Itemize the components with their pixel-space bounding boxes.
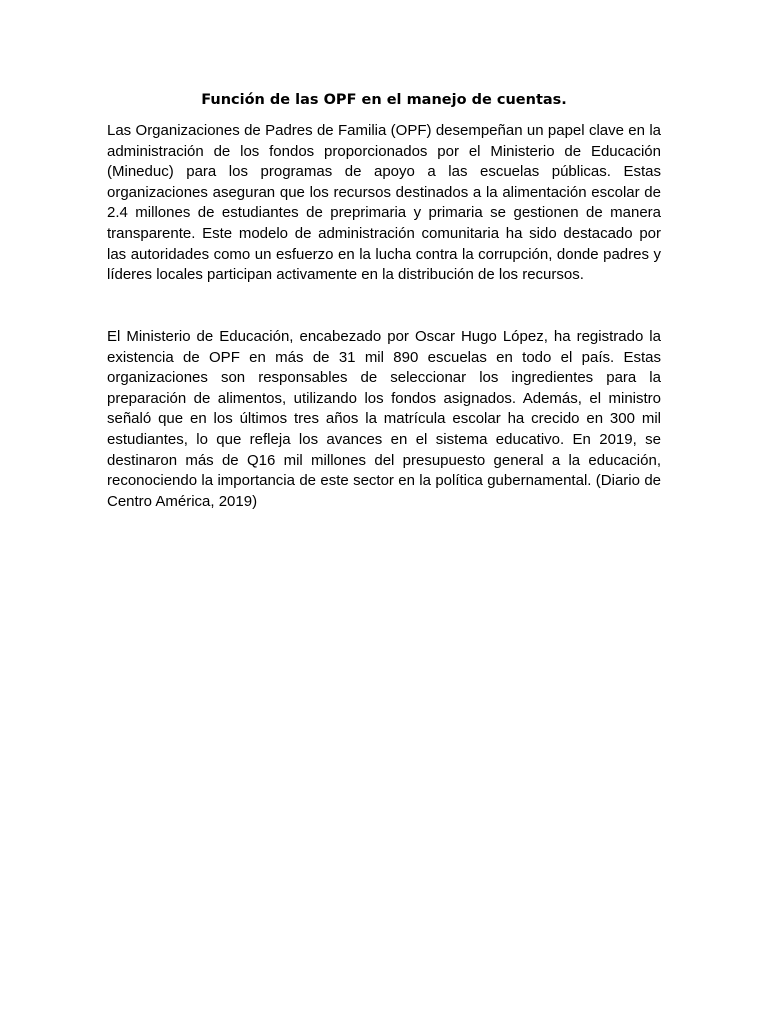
document-title: Función de las OPF en el manejo de cuentas. <box>201 92 567 108</box>
paragraph-2: El Ministerio de Educación, encabezado por Oscar Hugo López, ha registrado la existencia de OPF en más de 31 mil 890 escuelas en todo el país. Estas organizaciones son responsables de seleccionar los ingredientes para la preparación de alimentos, utilizando los fondos asignados. Además, el ministro señaló que en los últimos tres años la matrícula escolar ha crecido en 300 mil estudiantes, lo que refleja los avances en el sistema educativo. En 2019, se destinaron más de Q16 mil millones del presupuesto general a la educación, reconociendo la importancia de este sector en la política gubernamental. (Diario de Centro América, 2019) <box>107 328 661 510</box>
paragraph-1: Las Organizaciones de Padres de Familia (OPF) desempeñan un papel clave en la administración de los fondos proporcionados por el Ministerio de Educación (Mineduc) para los programas de apoyo a las escuelas públicas. Estas organizaciones aseguran que los recursos destinados a la alimentación escolar de 2.4 millones de estudiantes de preprimaria y primaria se gestionen de manera transparente. Este modelo de administración comunitaria ha sido destacado por las autoridades como un esfuerzo en la lucha contra la corrupción, donde padres y líderes locales participan activamente en la distribución de los recursos. <box>107 122 661 284</box>
